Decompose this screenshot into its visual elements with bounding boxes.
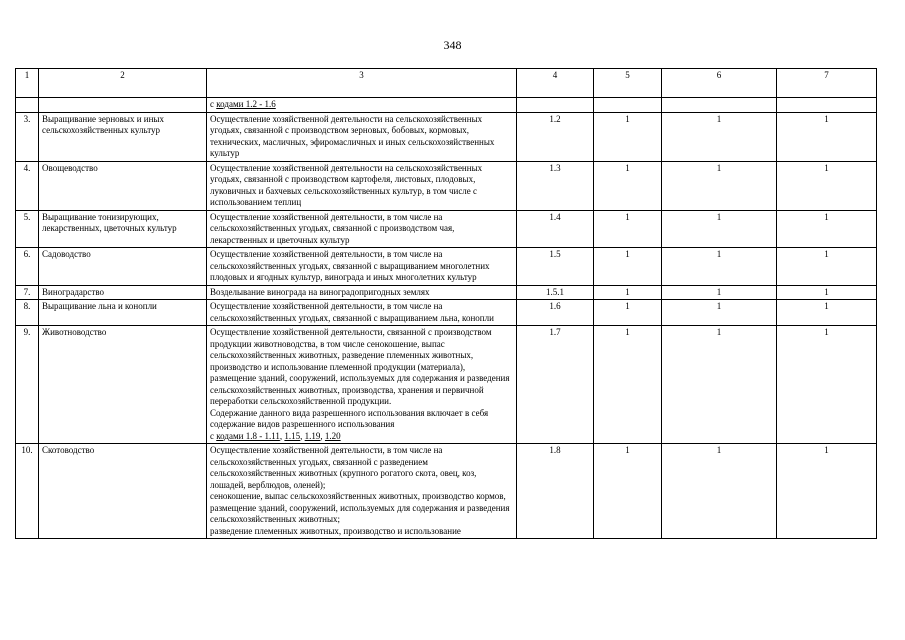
cell-value: 1 <box>594 248 662 286</box>
continuation-row <box>16 98 877 113</box>
row-number: 6. <box>16 248 39 286</box>
cell-value: 1 <box>777 112 877 161</box>
column-header: 1 <box>16 69 39 98</box>
use-code: 1.5.1 <box>517 285 594 300</box>
use-code: 1.4 <box>517 210 594 248</box>
use-name: Выращивание тонизирующих, лекарственных, цветочных культур <box>39 210 207 248</box>
use-code: 1.8 <box>517 444 594 539</box>
table-row <box>16 112 877 161</box>
row-number: 9. <box>16 326 39 444</box>
page-number: 348 <box>443 38 462 52</box>
use-name: Выращивание зерновых и иных сельскохозяйственных культур <box>39 112 207 161</box>
land-use-table <box>15 68 877 539</box>
cell-value: 1 <box>777 300 877 326</box>
table-row <box>16 161 877 210</box>
cell-value: 1 <box>777 210 877 248</box>
row-number: 10. <box>16 444 39 539</box>
cell-value: 1 <box>662 161 777 210</box>
cell-value: 1 <box>777 285 877 300</box>
code-link[interactable]: кодами 1.8 - 1.11 <box>216 430 280 441</box>
cell-value: 1 <box>662 112 777 161</box>
column-header: 3 <box>207 69 517 98</box>
column-header: 6 <box>662 69 777 98</box>
continuation-text: с кодами 1.2 - 1.6 <box>207 98 517 113</box>
cell-value: 1 <box>662 444 777 539</box>
cell-value: 1 <box>662 300 777 326</box>
description-text: сенокошение, выпас сельскохозяйственных животных, производство кормов, размещение зданий, сооружений, используемых для содержания и разведения сельскохозяйственных животных; <box>210 491 510 524</box>
code-links: с кодами 1.8 - 1.11, 1.15, 1.19, 1.20 <box>210 430 341 441</box>
column-header: 7 <box>777 69 877 98</box>
use-name: Животноводство <box>39 326 207 444</box>
table-row <box>16 210 877 248</box>
cell-value: 1 <box>777 444 877 539</box>
cell-value: 1 <box>594 161 662 210</box>
use-name: Виноградарство <box>39 285 207 300</box>
use-description: Возделывание винограда на виноградопригодных землях <box>207 285 517 300</box>
use-description <box>207 326 517 444</box>
use-name: Скотоводство <box>39 444 207 539</box>
use-description: Осуществление хозяйственной деятельности, в том числе на сельскохозяйственных угодьях, связанной с производством чая, лекарственных и цветочных культур <box>207 210 517 248</box>
use-code: 1.2 <box>517 112 594 161</box>
column-header: 4 <box>517 69 594 98</box>
use-description <box>207 444 517 539</box>
description-text: Содержание данного вида разрешенного использования включает в себя содержание видов разрешенного использования <box>210 407 489 429</box>
use-description: Осуществление хозяйственной деятельности, в том числе на сельскохозяйственных угодьях, связанной с выращиванием льна, конопли <box>207 300 517 326</box>
code-link[interactable]: 1.15 <box>284 430 301 441</box>
cell-value: 1 <box>594 210 662 248</box>
cell-value: 1 <box>594 300 662 326</box>
row-number: 3. <box>16 112 39 161</box>
use-code: 1.6 <box>517 300 594 326</box>
row-number: 8. <box>16 300 39 326</box>
cell-value: 1 <box>662 285 777 300</box>
description-text: Осуществление хозяйственной деятельности, в том числе на сельскохозяйственных угодьях, связанной с разведением сельскохозяйственных животных (крупного рогатого скота, овец, коз, лошадей, верблюдов, оленей); <box>210 445 477 490</box>
cell-value: 1 <box>777 248 877 286</box>
use-name: Садоводство <box>39 248 207 286</box>
row-number: 5. <box>16 210 39 248</box>
use-name: Овощеводство <box>39 161 207 210</box>
cell-value: 1 <box>594 112 662 161</box>
use-description: Осуществление хозяйственной деятельности на сельскохозяйственных угодьях, связанной с производством картофеля, листовых, плодовых, луковичных и бахчевых сельскохозяйственных культур, в том числе с использованием теплиц <box>207 161 517 210</box>
cell-value: 1 <box>777 326 877 444</box>
use-name: Выращивание льна и конопли <box>39 300 207 326</box>
use-code: 1.7 <box>517 326 594 444</box>
cell-value: 1 <box>594 285 662 300</box>
use-code: 1.5 <box>517 248 594 286</box>
row-number: 7. <box>16 285 39 300</box>
cell-value: 1 <box>662 326 777 444</box>
cell-value: 1 <box>662 210 777 248</box>
cell-value: 1 <box>777 161 877 210</box>
table-row <box>16 326 877 444</box>
code-link[interactable]: кодами 1.2 - 1.6 <box>216 99 276 109</box>
cell-value: 1 <box>594 326 662 444</box>
use-description: Осуществление хозяйственной деятельности на сельскохозяйственных угодьях, связанной с производством зерновых, бобовых, кормовых, технических, масличных, эфиромасличных и иных сельскохозяйственных культур <box>207 112 517 161</box>
table-row <box>16 300 877 326</box>
code-link[interactable]: 1.19 <box>304 430 321 441</box>
table-row <box>16 248 877 286</box>
row-number: 4. <box>16 161 39 210</box>
use-code: 1.3 <box>517 161 594 210</box>
header-row <box>16 69 877 98</box>
use-description: Осуществление хозяйственной деятельности, в том числе на сельскохозяйственных угодьях, связанной с выращиванием многолетних плодовых и ягодных культур, винограда и иных многолетних культур <box>207 248 517 286</box>
column-header: 5 <box>594 69 662 98</box>
code-link[interactable]: 1.20 <box>324 430 341 441</box>
column-header: 2 <box>39 69 207 98</box>
table-row <box>16 444 877 539</box>
description-text: разведение племенных животных, производство и использование <box>210 525 461 536</box>
cell-value: 1 <box>594 444 662 539</box>
description-text: Осуществление хозяйственной деятельности, связанной с производством продукции животноводства, в том числе сенокошение, выпас сельскохозяйственных животных, разведение племенных животных, производство и использование племенной продукции (материала), размещение зданий, сооружений, используемых для содержания и разведения сельскохозяйственных животных, производства, хранения и первичной переработки сельскохозяйственной продукции. <box>210 327 510 406</box>
cell-value: 1 <box>662 248 777 286</box>
table-row <box>16 285 877 300</box>
